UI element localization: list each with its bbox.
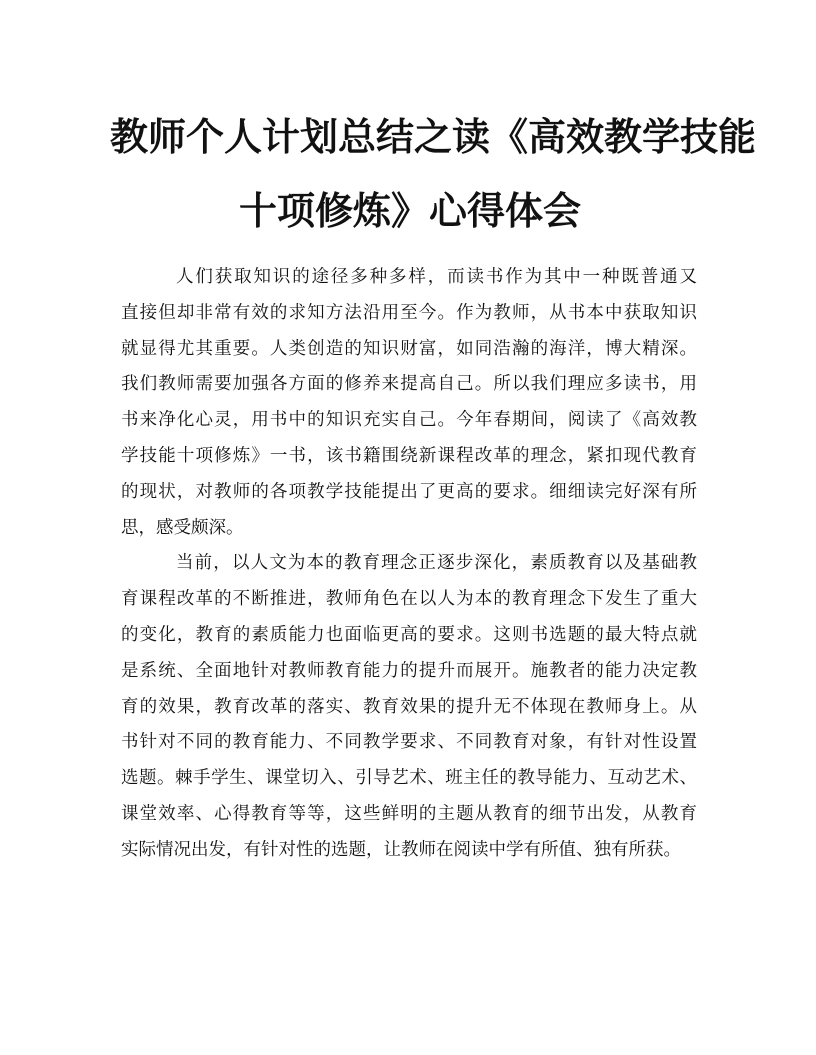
paragraph-line: 直接但却非常有效的求知方法沿用至今。作为教师，从书本中获取知识	[121, 302, 697, 323]
paragraph-line: 我们教师需要加强各方面的修养来提高自己。所以我们理应多读书，用	[121, 374, 697, 395]
paragraph-line: 是系统、全面地针对教师教育能力的提升而展开。施教者的能力决定教	[121, 660, 697, 681]
document-title	[110, 100, 757, 248]
title-line-1: 教师个人计划总结之读《高效教学技能	[110, 114, 757, 159]
paragraph-line: 学技能十项修炼》一书，该书籍围绕新课程改革的理念，紧扣现代教育	[121, 445, 697, 466]
paragraph-line: 的变化，教育的素质能力也面临更高的要求。这则书选题的最大特点就	[121, 624, 697, 645]
paragraph-line: 书来净化心灵，用书中的知识充实自己。今年春期间，阅读了《高效教	[121, 410, 697, 431]
paragraph-line: 育课程改革的不断推进，教师角色在以人为本的教育理念下发生了重大	[121, 589, 697, 610]
paragraph-line: 的现状，对教师的各项教学技能提出了更高的要求。细细读完好深有所	[121, 481, 697, 502]
paragraph-line: 书针对不同的教育能力、不同教学要求、不同教育对象，有针对性设置	[121, 732, 697, 753]
title-line-2: 十项修炼》心得体会	[238, 188, 581, 233]
paragraph-line: 实际情况出发，有针对性的选题，让教师在阅读中学有所值、独有所获。	[121, 839, 681, 860]
paragraph-line: 当前，以人文为本的教育理念正逐步深化，素质教育以及基础教	[176, 553, 697, 574]
paragraph-line: 就显得尤其重要。人类创造的知识财富，如同浩瀚的海洋，博大精深。	[121, 338, 697, 359]
paragraph-line: 选题。棘手学生、课堂切入、引导艺术、班主任的教导能力、互动艺术、	[121, 768, 697, 789]
paragraph-line: 课堂效率、心得教育等等，这些鲜明的主题从教育的细节出发，从教育	[121, 803, 697, 824]
document-body	[121, 260, 697, 869]
paragraph-line: 人们获取知识的途径多种多样，而读书作为其中一种既普通又	[176, 267, 697, 287]
paragraph-line: 思，感受颇深。	[121, 517, 244, 538]
paragraph-1	[121, 260, 697, 546]
paragraph-line: 育的效果，教育改革的落实、教育效果的提升无不体现在教师身上。从	[121, 696, 697, 717]
paragraph-2	[121, 546, 697, 868]
